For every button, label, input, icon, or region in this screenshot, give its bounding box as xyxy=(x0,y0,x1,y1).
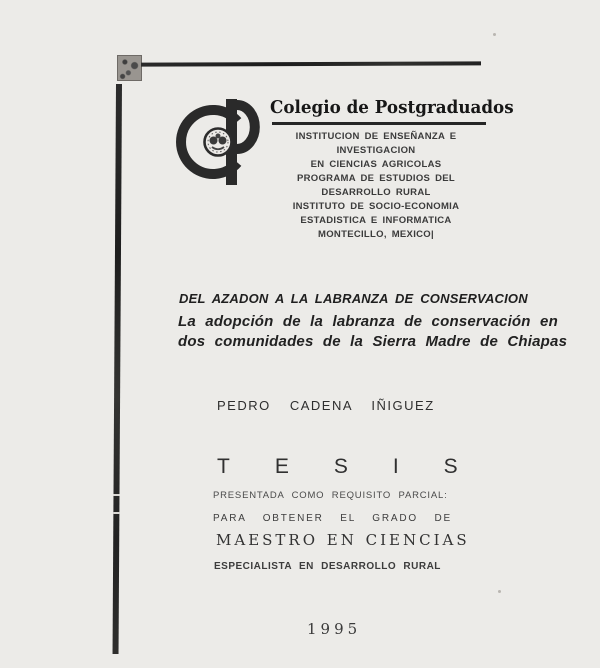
scan-corner-blob-artifact xyxy=(117,55,142,81)
institution-line: INSTITUCION DE ENSEÑANZA E xyxy=(295,131,457,142)
institution-line: INSTITUTO DE SOCIO-ECONOMIA xyxy=(292,201,460,212)
institution-line: PROGRAMA DE ESTUDIOS DEL xyxy=(297,173,455,184)
institution-line: DESARROLLO RURAL xyxy=(321,187,431,198)
logo-letter-p-bowl xyxy=(237,105,255,149)
institution-line: EN CIENCIAS AGRICOLAS xyxy=(310,159,442,170)
institution-line: INVESTIGACION xyxy=(336,145,416,156)
institution-name: Colegio de Postgraduados xyxy=(270,97,514,118)
header-divider-rule xyxy=(272,122,486,125)
tesis-word: TESIS xyxy=(217,455,503,478)
institution-line: ESTADISTICA E INFORMATICA xyxy=(300,215,452,226)
thesis-grade-line: PARA OBTENER EL GRADO DE xyxy=(213,513,453,524)
cp-monogram-logo xyxy=(176,96,262,190)
scan-speck xyxy=(498,590,501,593)
page-left-edge-line xyxy=(113,84,122,654)
institution-line: MONTECILLO, MEXICO| xyxy=(318,229,434,240)
logo-crest-emblem xyxy=(205,129,232,156)
publication-year: 1995 xyxy=(307,620,362,638)
thesis-title-main: DEL AZADON A LA LABRANZA DE CONSERVACION xyxy=(179,291,528,306)
degree-name: MAESTRO EN CIENCIAS xyxy=(216,531,470,549)
thesis-requirement-line: PRESENTADA COMO REQUISITO PARCIAL: xyxy=(213,490,448,501)
institution-description-block xyxy=(256,130,496,242)
thesis-subtitle-line2: dos comunidades de la Sierra Madre de Chiapas xyxy=(178,333,568,350)
page-top-edge-line xyxy=(141,61,481,66)
scan-speck xyxy=(493,33,496,36)
specialty-line: ESPECIALISTA EN DESARROLLO RURAL xyxy=(214,561,441,572)
author-name: PEDRO CADENA IÑIGUEZ xyxy=(217,398,435,413)
thesis-subtitle-line1: La adopción de la labranza de conservación en xyxy=(178,313,558,330)
